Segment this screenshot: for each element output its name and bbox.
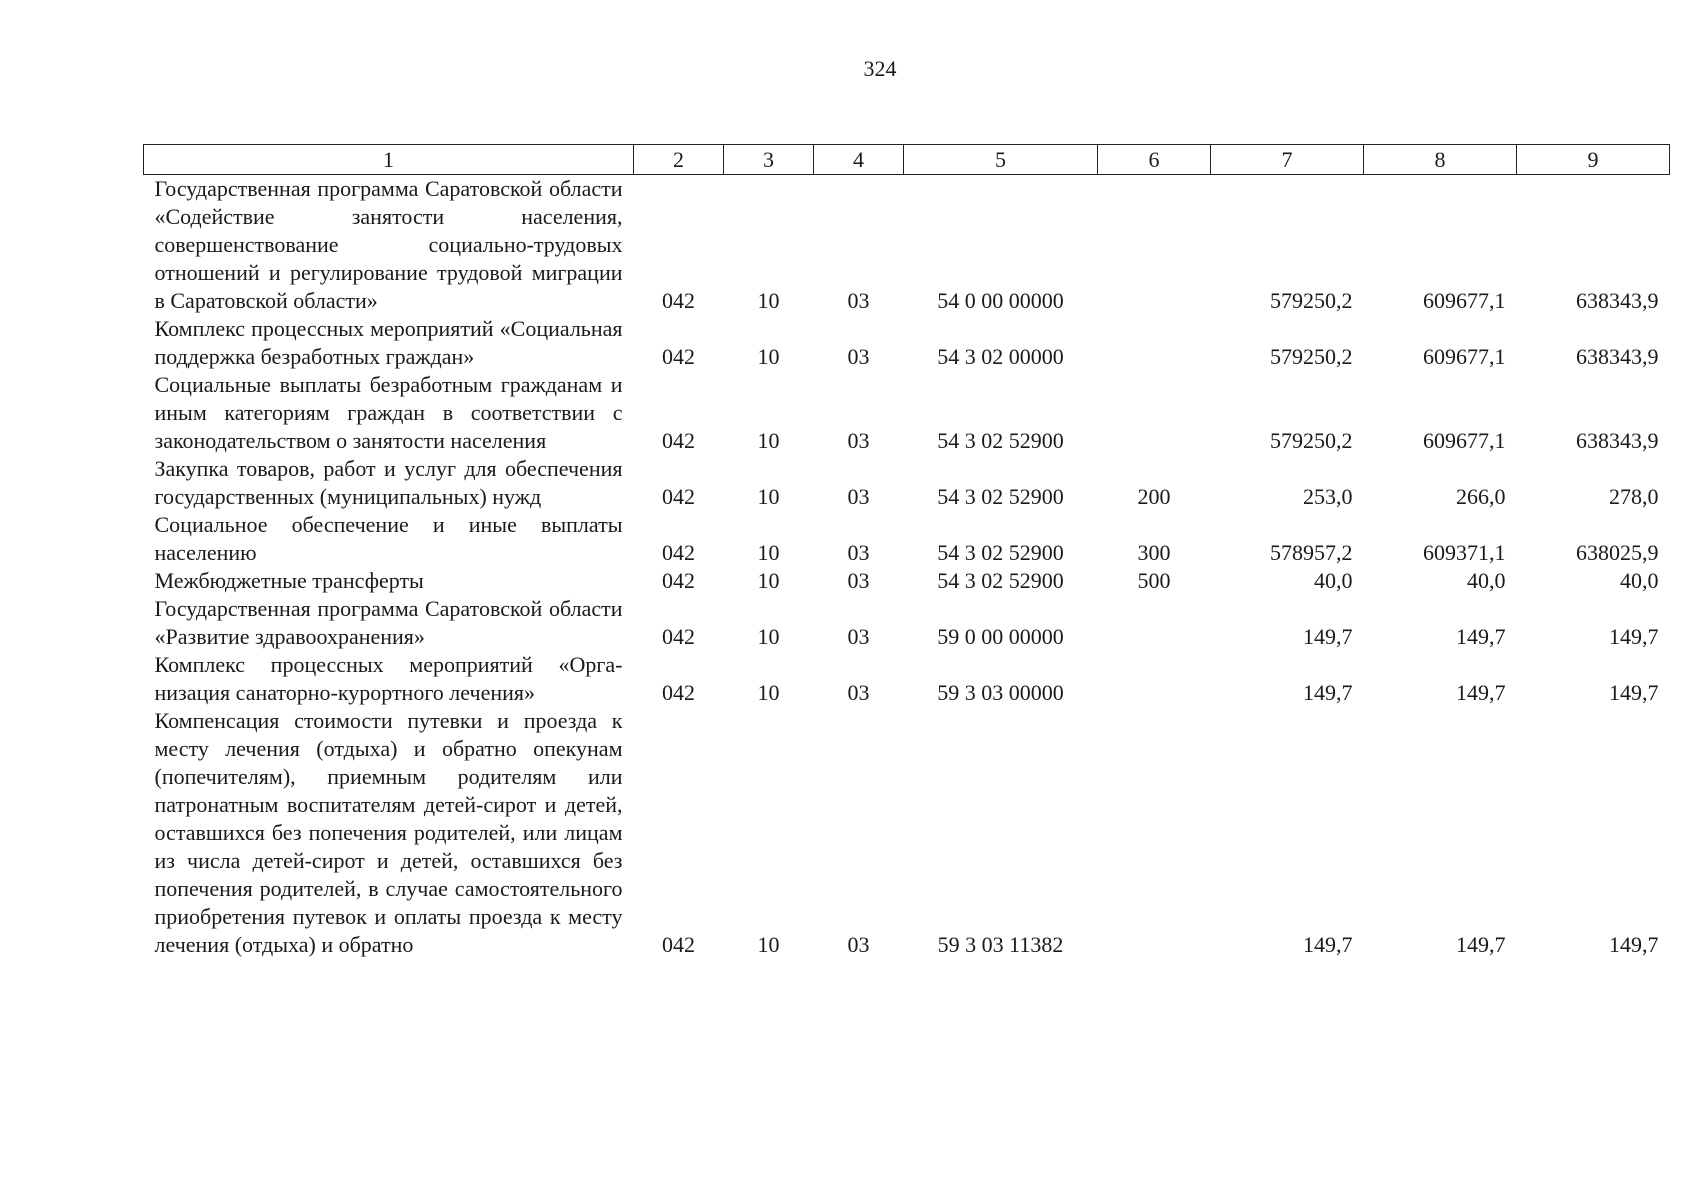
- cell-col5: 54 0 00 00000: [937, 288, 1064, 313]
- cell-col9: 149,7: [1609, 680, 1659, 705]
- page-number: 324: [863, 56, 897, 81]
- cell-col4: 03: [847, 540, 870, 565]
- cell-col6: 200: [1137, 484, 1171, 509]
- cell-col2: 042: [662, 484, 695, 509]
- cell-col3: 10: [757, 344, 780, 369]
- cell-col2: 042: [662, 540, 695, 565]
- row-description: Межбюджетные трансферты: [154, 568, 424, 593]
- cell-col8: 149,7: [1456, 680, 1506, 705]
- cell-col9: 278,0: [1609, 484, 1659, 509]
- cell-col4: 03: [847, 344, 870, 369]
- cell-col3: 10: [757, 288, 780, 313]
- cell-col5: 54 3 02 52900: [937, 428, 1064, 453]
- cell-col3: 10: [757, 680, 780, 705]
- table-row: [144, 651, 1670, 707]
- header-cell: 5: [904, 145, 1098, 175]
- cell-col3: 10: [757, 428, 780, 453]
- cell-col6: [1098, 315, 1211, 371]
- cell-col2: 042: [662, 344, 695, 369]
- header-cell: 7: [1211, 145, 1364, 175]
- cell-col9: 40,0: [1620, 568, 1659, 593]
- cell-col3: 10: [757, 568, 780, 593]
- row-description: Комплекс процессных мероприятий «Организация санаторно-курортного лечения»: [154, 652, 623, 705]
- header-cell: 8: [1364, 145, 1517, 175]
- table-row: [144, 511, 1670, 567]
- cell-col7: 579250,2: [1270, 344, 1353, 369]
- cell-col2: 042: [662, 624, 695, 649]
- cell-col4: 03: [847, 624, 870, 649]
- cell-col4: 03: [847, 568, 870, 593]
- cell-col2: 042: [662, 288, 695, 313]
- cell-col4: 03: [847, 932, 870, 957]
- budget-table: [143, 144, 1670, 959]
- cell-col6: [1098, 371, 1211, 455]
- table-row: [144, 567, 1670, 595]
- cell-col6: [1098, 651, 1211, 707]
- cell-col7: 149,7: [1303, 932, 1353, 957]
- cell-col6: [1098, 707, 1211, 959]
- row-description: Компенсация стоимости путевки и проезда к месту лечения (отдыха) и обратно опекунам (попечителям), приемным родителям или патронатным воспитателям детей-сирот и детей, оставшихся без попечения родителей, или лицам из числа детей-сирот и детей, оставшихся без попечения родителей, в случае самостоятельного приобретения путевок и оплаты проезда к месту лечения (отдыха) и обратно: [154, 708, 623, 957]
- cell-col7: 579250,2: [1270, 428, 1353, 453]
- cell-col3: 10: [757, 484, 780, 509]
- header-cell: 3: [724, 145, 814, 175]
- cell-col5: 54 3 02 52900: [937, 540, 1064, 565]
- cell-col4: 03: [847, 288, 870, 313]
- table-row: [144, 595, 1670, 651]
- cell-col9: 149,7: [1609, 624, 1659, 649]
- cell-col8: 609677,1: [1423, 428, 1506, 453]
- cell-col2: 042: [662, 428, 695, 453]
- cell-col3: 10: [757, 624, 780, 649]
- row-description: Государственная программа Саратовской области «Содействие занятости населения, совершенствование социально-трудовых отношений и регулирование трудовой миграции в Саратовской области»: [154, 176, 623, 313]
- cell-col9: 638343,9: [1576, 288, 1659, 313]
- cell-col5: 59 0 00 00000: [937, 624, 1064, 649]
- cell-col5: 59 3 03 11382: [937, 932, 1064, 957]
- cell-col7: 579250,2: [1270, 288, 1353, 313]
- cell-col8: 149,7: [1456, 932, 1506, 957]
- cell-col3: 10: [757, 932, 780, 957]
- cell-col5: 59 3 03 00000: [937, 680, 1064, 705]
- cell-col6: 500: [1137, 568, 1171, 593]
- cell-col8: 609371,1: [1423, 540, 1506, 565]
- cell-col9: 638343,9: [1576, 344, 1659, 369]
- cell-col9: 638343,9: [1576, 428, 1659, 453]
- cell-col7: 253,0: [1303, 484, 1353, 509]
- cell-col6: [1098, 595, 1211, 651]
- cell-col2: 042: [662, 568, 695, 593]
- row-description: Закупка товаров, работ и услуг для обеспечения государственных (муниципальных) нужд: [154, 456, 623, 509]
- cell-col8: 609677,1: [1423, 288, 1506, 313]
- cell-col2: 042: [662, 932, 695, 957]
- cell-col7: 149,7: [1303, 680, 1353, 705]
- table-row: [144, 175, 1670, 316]
- cell-col2: 042: [662, 680, 695, 705]
- header-cell: 4: [814, 145, 904, 175]
- cell-col9: 638025,9: [1576, 540, 1659, 565]
- cell-col3: 10: [757, 540, 780, 565]
- cell-col7: 578957,2: [1270, 540, 1353, 565]
- header-cell: 1: [144, 145, 634, 175]
- table-row: [144, 315, 1670, 371]
- cell-col5: 54 3 02 52900: [937, 568, 1064, 593]
- row-description: Комплекс процессных мероприятий «Социальная поддержка безработных граждан»: [154, 316, 623, 369]
- cell-col4: 03: [847, 428, 870, 453]
- cell-col6: 300: [1137, 540, 1171, 565]
- row-description: Социальное обеспечение и иные выплаты населению: [154, 512, 623, 565]
- cell-col7: 149,7: [1303, 624, 1353, 649]
- cell-col4: 03: [847, 484, 870, 509]
- cell-col8: 609677,1: [1423, 344, 1506, 369]
- header-cell: 9: [1517, 145, 1670, 175]
- table-row: [144, 707, 1670, 959]
- cell-col4: 03: [847, 680, 870, 705]
- cell-col8: 40,0: [1467, 568, 1506, 593]
- cell-col5: 54 3 02 52900: [937, 484, 1064, 509]
- cell-col8: 266,0: [1456, 484, 1506, 509]
- table-row: [144, 455, 1670, 511]
- cell-col9: 149,7: [1609, 932, 1659, 957]
- header-cell: 6: [1098, 145, 1211, 175]
- row-description: Государственная программа Саратовской области «Развитие здравоохранения»: [154, 596, 623, 649]
- table-row: [144, 371, 1670, 455]
- header-cell: 2: [634, 145, 724, 175]
- header-row: [144, 145, 1670, 175]
- row-description: Социальные выплаты безработным гражданам и иным категориям граждан в соответствии с законодательством о занятости населения: [154, 372, 623, 453]
- cell-col6: [1098, 175, 1211, 316]
- cell-col7: 40,0: [1314, 568, 1353, 593]
- cell-col5: 54 3 02 00000: [937, 344, 1064, 369]
- cell-col8: 149,7: [1456, 624, 1506, 649]
